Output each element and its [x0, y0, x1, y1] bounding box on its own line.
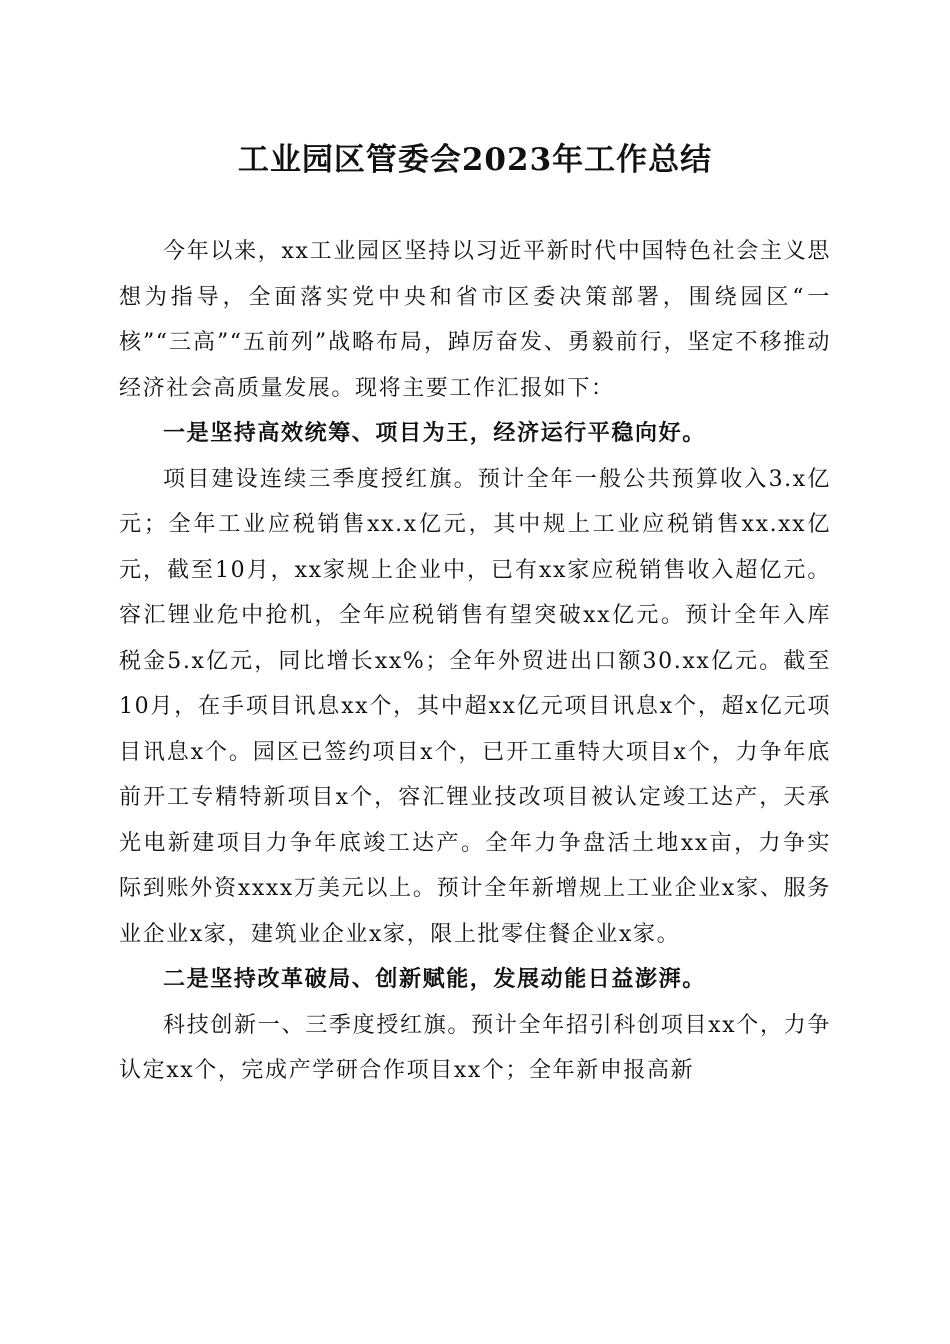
- section-heading-2: 二是坚持改革破局、创新赋能，发展动能日益澎湃。: [163, 966, 706, 992]
- section-2-paragraph: 科技创新一、三季度授红旗。预计全年招引科创项目xx个，力争认定xx个，完成产学研合作项目xx个；全年新申报高新: [119, 1012, 831, 1083]
- section-heading-1: 一是坚持高效统筹、项目为王，经济运行平稳向好。: [163, 420, 706, 446]
- document-title: 工业园区管委会2023年工作总结: [237, 142, 713, 178]
- intro-paragraph: 今年以来，xx工业园区坚持以习近平新时代中国特色社会主义思想为指导，全面落实党中央和省市区委决策部署，围绕园区“一核”“三高”“五前列”战略布局，踔厉奋发、勇毅前行，坚定不移推动经济社会高质量发展。现将主要工作汇报如下：: [119, 239, 831, 401]
- section-1-paragraph: 项目建设连续三季度授红旗。预计全年一般公共预算收入3.x亿元；全年工业应税销售xx.x亿元，其中规上工业应税销售xx.xx亿元，截至10月，xx家规上企业中，已有xx家应税销售收入超亿元。容汇锂业危中抢机，全年应税销售有望突破xx亿元。预计全年入库税金5.x亿元，同比增长xx%；全年外贸进出口额30.xx亿元。截至10月，在手项目讯息xx个，其中超xx亿元项目讯息x个，超x亿元项目讯息x个。园区已签约项目x个，已开工重特大项目x个，力争年底前开工专精特新项目x个，容汇锂业技改项目被认定竣工达产，天承光电新建项目力争年底竣工达产。全年力争盘活土地xx亩，力争实际到账外资xxxx万美元以上。预计全年新增规上工业企业x家、服务业企业x家，建筑业企业x家，限上批零住餐企业x家。: [119, 466, 831, 947]
- document-body: [119, 229, 831, 1094]
